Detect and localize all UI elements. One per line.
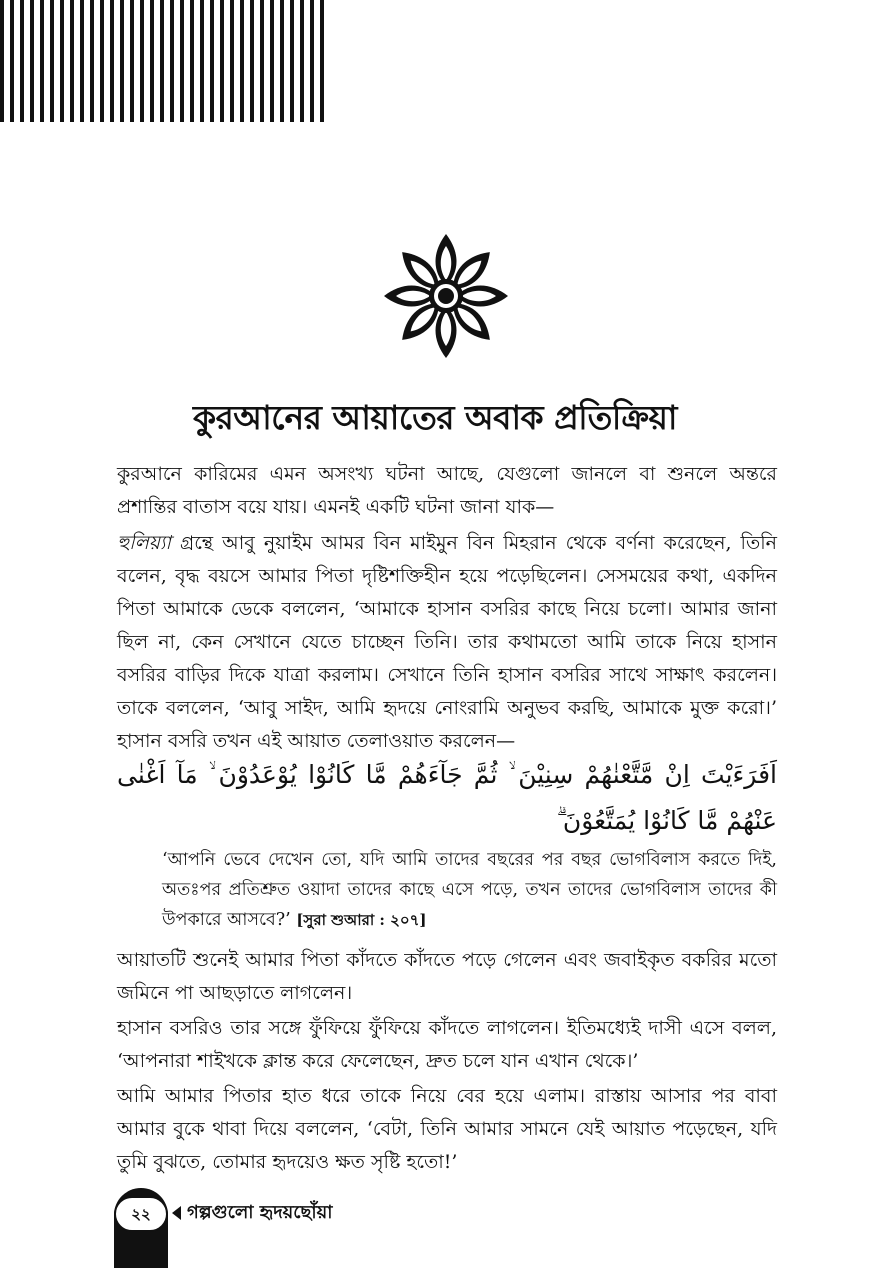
verse-translation	[162, 845, 777, 935]
verse-reference: [সুরা শুআরা : ২০৭]	[296, 911, 427, 929]
paragraph-servant: হাসান বসরিও তার সঙ্গে ফুঁফিয়ে ফুঁফিয়ে কাঁদতে লাগলেন। ইতিমধ্যেই দাসী এসে বলল, ‘আপনারা শাইখকে ক্লান্ত করে ফেলেছেন, দ্রুত চলে যান এখান থেকে।’	[117, 1017, 777, 1072]
flower-ornament-icon	[382, 232, 510, 360]
chapter-title: কুরআনের আয়াতের অবাক প্রতিক্রিয়া	[193, 398, 677, 437]
left-triangle-icon	[172, 1206, 181, 1220]
translation-text: ‘আপনি ভেবে দেখেন তো, যদি আমি তাদের বছরের পর বছর ভোগবিলাস করতে দিই, অতঃপর প্রতিশ্রুত ওয়াদা তাদের কাছে এসে পড়ে, তখন তাদের ভোগবিলাস তাদের কী উপকারে আসবে?’	[162, 850, 777, 930]
paragraph-narration-text: গ্রন্থে আবু নুয়াইম আমর বিন মাইমুন বিন মিহরান থেকে বর্ণনা করেছেন, তিনি বলেন, বৃদ্ধ বয়সে আমার পিতা দৃষ্টিশক্তিহীন হয়ে পড়েছিলেন। সেসময়ের কথা, একদিন পিতা আমাকে ডেকে বললেন, ‘আমাকে হাসান বসরির কাছে নিয়ে চলো। আমার জানা ছিল না, কেন সেখানে যেতে চাচ্ছেন তিনি। তার কথামতো আমি তাকে নিয়ে হাসান বসরির বাড়ির দিকে যাত্রা করলাম। সেখানে তিনি হাসান বসরির সাথে সাক্ষাৎ করলেন। তাকে বললেন, ‘আবু সাইদ, আমি হৃদয়ে নোংরামি অনুভব করছি, আমাকে মুক্ত করো।’ হাসান বসরি তখন এই আয়াত তেলাওয়াত করলেন—	[117, 532, 777, 752]
paragraph-intro: কুরআনে কারিমের এমন অসংখ্য ঘটনা আছে, যেগুলো জানলে বা শুনলে অন্তরে প্রশান্তির বাতাস বয়ে যায়। এমনই একটি ঘটনা জানা যাক—	[117, 463, 777, 518]
decorative-stripes	[0, 0, 330, 122]
paragraph-ending: আমি আমার পিতার হাত ধরে তাকে নিয়ে বের হয়ে এলাম। রাস্তায় আসার পর বাবা আমার বুকে থাবা দিয়ে বললেন, ‘বেটা, তিনি আমার সামনে যেই আয়াত পড়েছেন, যদি তুমি বুঝতে, তোমার হৃদয়েও ক্ষত সৃষ্টি হতো!’	[117, 1085, 777, 1173]
paragraph-reaction: আয়াতটি শুনেই আমার পিতা কাঁদতে কাঁদতে পড়ে গেলেন এবং জবাইকৃত বকরির মতো জমিনে পা আছড়াতে লাগলেন।	[117, 949, 777, 1004]
running-footer	[172, 1200, 332, 1226]
book-name: হুলিয়্যা	[117, 532, 171, 554]
page-number: ২২	[114, 1196, 168, 1232]
paragraph-narration	[117, 527, 777, 758]
book-title: গল্পগুলো হৃদয়ছোঁয়া	[187, 1202, 333, 1223]
arabic-verse: اَفَرَءَيْتَ اِنْ مَّتَّعْنٰهُمْ سِنِيْنَ ۙ ثُمَّ جَآءَهُمْ مَّا كَانُوْا يُوْعَدُوْنَ ۙ مَآ اَغْنٰى عَنْهُمْ مَّا كَانُوْا يُمَتَّعُوْنَ ۗ	[117, 760, 777, 835]
